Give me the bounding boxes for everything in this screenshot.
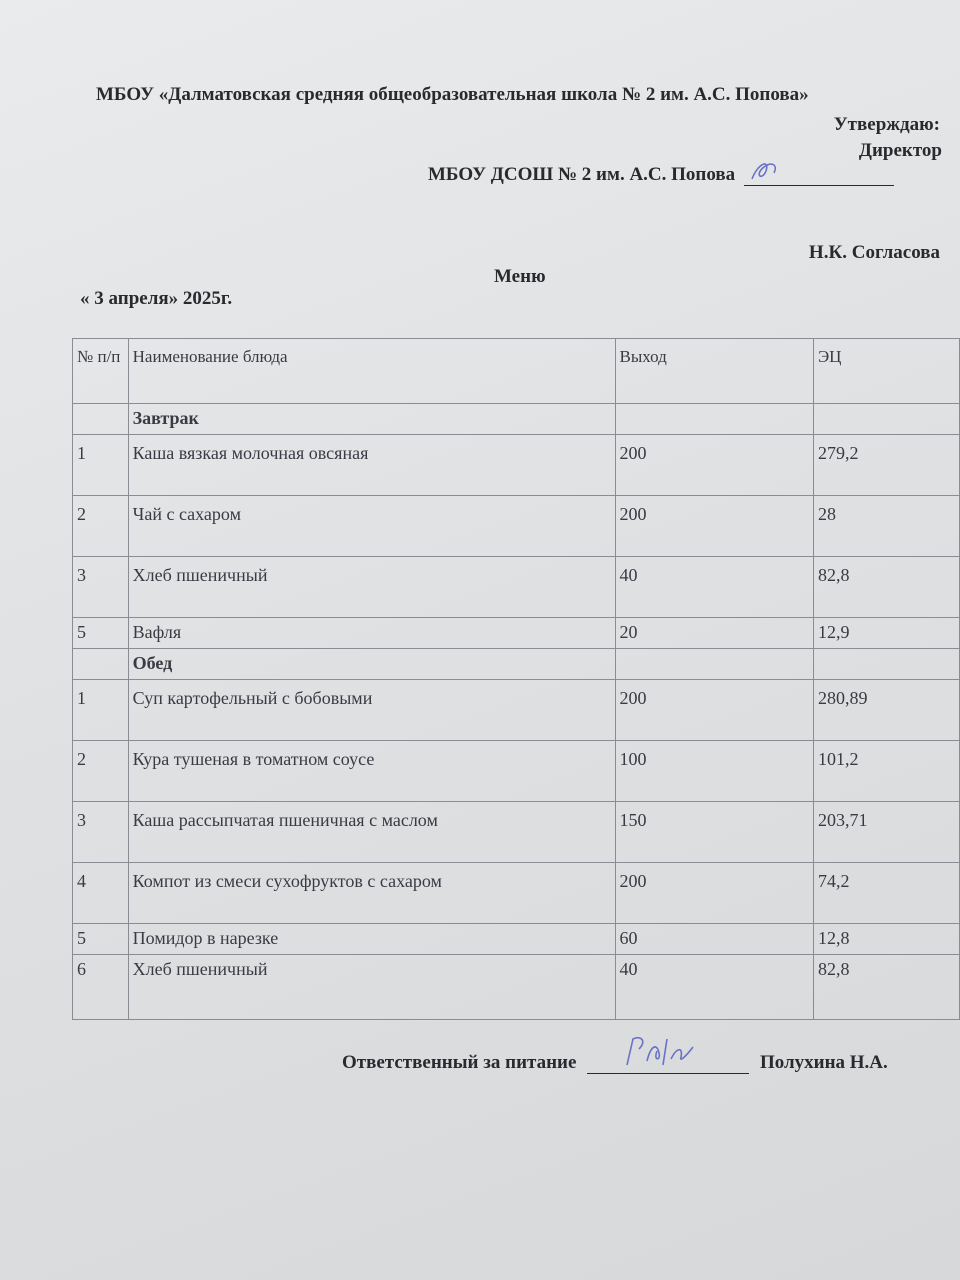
school-signature-line bbox=[428, 164, 894, 186]
approve-label: Утверждаю: bbox=[833, 114, 940, 135]
row-num: 5 bbox=[73, 618, 129, 649]
row-num: 2 bbox=[73, 496, 129, 557]
table-row bbox=[73, 924, 960, 955]
section-label: Обед bbox=[128, 649, 615, 680]
empty-cell bbox=[73, 649, 129, 680]
row-output: 40 bbox=[615, 955, 813, 1020]
section-row-lunch bbox=[73, 649, 960, 680]
empty-cell bbox=[73, 404, 129, 435]
row-output: 200 bbox=[615, 496, 813, 557]
row-name: Помидор в нарезке bbox=[128, 924, 615, 955]
table-row bbox=[73, 680, 960, 741]
table-row bbox=[73, 741, 960, 802]
row-num: 5 bbox=[73, 924, 129, 955]
row-num: 4 bbox=[73, 863, 129, 924]
row-energy: 101,2 bbox=[813, 741, 959, 802]
row-output: 20 bbox=[615, 618, 813, 649]
table-row bbox=[73, 618, 960, 649]
table-row bbox=[73, 955, 960, 1020]
empty-cell bbox=[813, 649, 959, 680]
row-energy: 82,8 bbox=[813, 557, 959, 618]
table-row bbox=[73, 435, 960, 496]
header-output: Выход bbox=[615, 339, 813, 404]
director-name: Н.К. Согласова bbox=[808, 242, 940, 263]
menu-date: « 3 апреля» 2025г. bbox=[80, 288, 233, 309]
row-output: 40 bbox=[615, 557, 813, 618]
row-name: Компот из смеси сухофруктов с сахаром bbox=[128, 863, 615, 924]
row-name: Вафля bbox=[128, 618, 615, 649]
table-row bbox=[73, 557, 960, 618]
row-output: 60 bbox=[615, 924, 813, 955]
empty-cell bbox=[615, 649, 813, 680]
row-num: 6 bbox=[73, 955, 129, 1020]
responsible-signature bbox=[617, 1031, 707, 1071]
row-num: 1 bbox=[73, 435, 129, 496]
table-row bbox=[73, 863, 960, 924]
row-num: 2 bbox=[73, 741, 129, 802]
table-row bbox=[73, 496, 960, 557]
table-row bbox=[73, 802, 960, 863]
table-header-row bbox=[73, 339, 960, 404]
row-energy: 12,8 bbox=[813, 924, 959, 955]
header-energy: ЭЦ bbox=[813, 339, 959, 404]
responsible-label: Ответственный за питание bbox=[342, 1052, 577, 1073]
row-name: Хлеб пшеничный bbox=[128, 557, 615, 618]
menu-table bbox=[72, 338, 960, 1020]
responsible-signature-line bbox=[587, 1055, 749, 1074]
row-name: Чай с сахаром bbox=[128, 496, 615, 557]
row-energy: 280,89 bbox=[813, 680, 959, 741]
school-short-name: МБОУ ДСОШ № 2 им. А.С. Попова bbox=[428, 164, 736, 185]
menu-title: Меню bbox=[494, 266, 546, 287]
section-row-breakfast bbox=[73, 404, 960, 435]
header-name: Наименование блюда bbox=[128, 339, 615, 404]
director-signature bbox=[744, 155, 804, 185]
row-energy: 28 bbox=[813, 496, 959, 557]
row-name: Суп картофельный с бобовыми bbox=[128, 680, 615, 741]
row-name: Кура тушеная в томатном соусе bbox=[128, 741, 615, 802]
row-output: 200 bbox=[615, 863, 813, 924]
row-energy: 203,71 bbox=[813, 802, 959, 863]
row-num: 3 bbox=[73, 802, 129, 863]
row-output: 200 bbox=[615, 435, 813, 496]
empty-cell bbox=[813, 404, 959, 435]
row-output: 150 bbox=[615, 802, 813, 863]
responsible-name: Полухина Н.А. bbox=[759, 1052, 888, 1073]
row-num: 1 bbox=[73, 680, 129, 741]
row-num: 3 bbox=[73, 557, 129, 618]
director-label: Директор bbox=[858, 140, 942, 161]
director-signature-line bbox=[744, 167, 894, 186]
section-label: Завтрак bbox=[128, 404, 615, 435]
row-energy: 82,8 bbox=[813, 955, 959, 1020]
responsible-line bbox=[342, 1052, 888, 1074]
row-energy: 12,9 bbox=[813, 618, 959, 649]
row-energy: 74,2 bbox=[813, 863, 959, 924]
header-num: № п/п bbox=[73, 339, 129, 404]
row-name: Хлеб пшеничный bbox=[128, 955, 615, 1020]
row-output: 200 bbox=[615, 680, 813, 741]
empty-cell bbox=[615, 404, 813, 435]
row-output: 100 bbox=[615, 741, 813, 802]
row-name: Каша вязкая молочная овсяная bbox=[128, 435, 615, 496]
organization-name: МБОУ «Далматовская средняя общеобразовательная школа № 2 им. А.С. Попова» bbox=[96, 84, 809, 105]
row-energy: 279,2 bbox=[813, 435, 959, 496]
row-name: Каша рассыпчатая пшеничная с маслом bbox=[128, 802, 615, 863]
